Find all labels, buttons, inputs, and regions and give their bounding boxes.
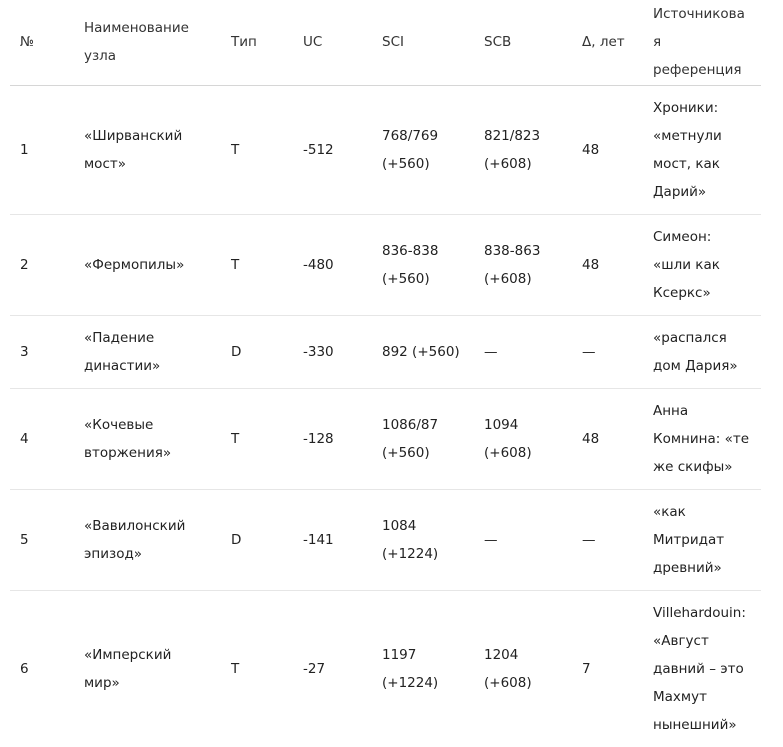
cell-num: 6 (20, 660, 29, 677)
cell-uc: -330 (303, 343, 334, 360)
cell-sci: 768/769 (+560) (382, 127, 439, 172)
table-row (10, 315, 761, 388)
header-scb: SCB (474, 0, 572, 85)
cell-num: 5 (20, 531, 29, 548)
header-num: № (10, 0, 74, 85)
cell-delta: 48 (582, 256, 600, 273)
cell-scb: 1204 (+608) (484, 646, 532, 691)
cell-type: D (231, 343, 242, 360)
table-row (10, 489, 761, 590)
cell-uc: -512 (303, 141, 334, 158)
table-row (10, 590, 761, 747)
cell-scb: 838-863 (+608) (484, 242, 541, 287)
cell-sci: 1197 (+1224) (382, 646, 439, 691)
table-header-row (10, 0, 761, 85)
cell-sci: 1086/87 (+560) (382, 416, 439, 461)
cell-uc: -27 (303, 660, 326, 677)
cell-uc: -128 (303, 430, 334, 447)
cell-sci: 836-838 (+560) (382, 242, 439, 287)
cell-scb: 821/823 (+608) (484, 127, 541, 172)
cell-scb: — (484, 531, 498, 548)
cell-type: T (231, 256, 240, 273)
cell-num: 2 (20, 256, 29, 273)
cell-scb: — (484, 343, 498, 360)
cell-delta: — (582, 343, 596, 360)
cell-sci: 1084 (+1224) (382, 517, 439, 562)
header-ref: Источниковая референция (643, 0, 761, 85)
cell-num: 4 (20, 430, 29, 447)
cell-delta: — (582, 531, 596, 548)
table-row (10, 85, 761, 214)
header-name: Наименование узла (74, 0, 221, 85)
cell-name: «Имперский мир» (84, 646, 172, 691)
cell-name: «Кочевые вторжения» (84, 416, 172, 461)
header-type: Тип (221, 0, 293, 85)
cell-name: «Вавилонский эпизод» (84, 517, 186, 562)
cell-uc: -480 (303, 256, 334, 273)
cell-ref: «распался дом Дария» (653, 329, 738, 374)
cell-type: T (231, 660, 240, 677)
table-row (10, 214, 761, 315)
cell-delta: 48 (582, 141, 600, 158)
data-table (10, 0, 761, 747)
cell-type: D (231, 531, 242, 548)
cell-ref: Анна Комнина: «те же скифы» (653, 402, 749, 475)
cell-sci: 892 (+560) (382, 343, 460, 360)
table-row (10, 388, 761, 489)
cell-name: «Падение династии» (84, 329, 161, 374)
cell-delta: 48 (582, 430, 600, 447)
cell-num: 3 (20, 343, 29, 360)
cell-ref: «как Митридат древний» (653, 503, 725, 576)
cell-num: 1 (20, 141, 29, 158)
header-delta: Δ, лет (572, 0, 643, 85)
header-uc: UC (293, 0, 372, 85)
cell-name: «Фермопилы» (84, 256, 185, 273)
cell-ref: Villehardouin: «Август давний – это Махмут нынешний» (653, 604, 746, 733)
cell-ref: Хроники: «метнули мост, как Дарий» (653, 99, 722, 200)
cell-uc: -141 (303, 531, 334, 548)
cell-scb: 1094 (+608) (484, 416, 532, 461)
header-sci: SCI (372, 0, 474, 85)
cell-type: T (231, 141, 240, 158)
cell-delta: 7 (582, 660, 591, 677)
cell-name: «Ширванский мост» (84, 127, 183, 172)
cell-type: T (231, 430, 240, 447)
cell-ref: Симеон: «шли как Ксеркс» (653, 228, 720, 301)
